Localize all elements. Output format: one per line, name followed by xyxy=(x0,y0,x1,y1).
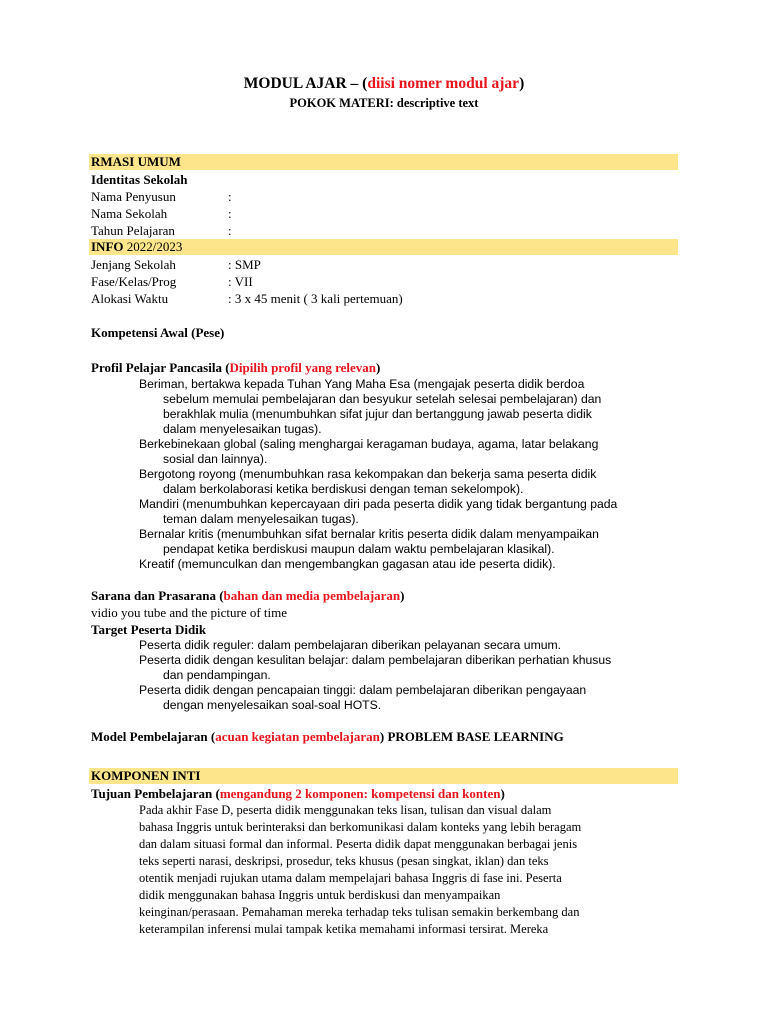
field-value-alokasi: : 3 x 45 menit ( 3 kali pertemuan) xyxy=(228,291,403,306)
field-value-tahun: : xyxy=(228,223,232,238)
profil-item-berkebinekaan: Berkebinekaan global (saling menghargai keragaman budaya, agama, latar belakang sosial dan lainnya). xyxy=(139,437,599,466)
section-label-info: INFO 2022/2023 xyxy=(91,239,183,254)
section-label-komponen-inti: KOMPONEN INTI xyxy=(91,768,201,783)
field-value-sekolah: : xyxy=(228,206,232,221)
section-label-informasi-umum: RMASI UMUM xyxy=(91,154,181,169)
field-label-penyusun: Nama Penyusun xyxy=(91,189,176,204)
sarana-text: vidio you tube and the picture of time xyxy=(91,605,288,620)
field-label-sekolah: Nama Sekolah xyxy=(91,206,168,221)
model-pembelajaran: Model Pembelajaran (acuan kegiatan pembelajaran) PROBLEM BASE LEARNING xyxy=(91,729,564,744)
profil-item-gotong-royong: Bergotong royong (menumbuhkan rasa kekompakan dan bekerja sama peserta didik dalam berkolaborasi ketika berdiskusi dengan teman sekelompok). xyxy=(139,467,597,496)
target-item-reguler: Peserta didik reguler: dalam pembelajaran diberikan pelayanan secara umum. xyxy=(139,638,562,652)
tujuan-paragraph: Pada akhir Fase D, peserta didik menggunakan teks lisan, tulisan dan visual dalam bahasa Inggris untuk berinteraksi dan berkomunikasi dalam konteks yang lebih beragam dan dalam situasi formal dan informal. Peserta didik dapat menggunakan berbagai jenis teks seperti narasi, deskripsi, prosedur, teks khusus (pesan singkat, iklan) dan teks otentik menjadi rujukan utama dalam mempelajari bahasa Inggris di fase ini. Peserta didik menggunakan bahasa Inggris untuk berdiskusi dan menyampaikan keinginan/perasaan. Pemahaman mereka terhadap teks tulisan semakin berkembang dan keterampilan inferensi mulai tampak ketika memahami informasi tersirat. Mereka xyxy=(139,803,582,936)
module-title: MODUL AJAR – (diisi nomer modul ajar) xyxy=(243,75,525,92)
identitas-heading: Identitas Sekolah xyxy=(91,172,188,187)
kompetensi-awal-heading: Kompetensi Awal (Pese) xyxy=(91,325,225,340)
profil-item-kreatif: Kreatif (memunculkan dan mengembangkan gagasan atau ide peserta didik). xyxy=(139,557,556,571)
profil-item-bernalar-kritis: Bernalar kritis (menumbuhkan sifat bernalar kritis peserta didik dalam menyampaikan pendapat ketika berdiskusi maupun dalam waktu pembelajaran klasikal). xyxy=(139,527,599,556)
target-item-kesulitan: Peserta didik dengan kesulitan belajar: dalam pembelajaran diberikan perhatian khusus dan pendampingan. xyxy=(139,653,612,682)
profil-item-mandiri: Mandiri (menumbuhkan kepercayaan diri pada peserta didik yang tidak bergantung pada teman dalam menyelesaikan tugas). xyxy=(139,497,618,526)
profil-item-beriman: Beriman, bertakwa kepada Tuhan Yang Maha Esa (mengajak peserta didik berdoa sebelum memulai pembelajaran dan besyukur setelah selesai pembelajaran) dan berakhlak mulia (menumbuhkan sifat jujur dan bertanggung jawab peserta didik dalam menyelesaikan tugas). xyxy=(139,377,602,436)
title-placeholder: diisi nomer modul ajar xyxy=(367,75,520,92)
field-label-fase: Fase/Kelas/Prog xyxy=(91,274,177,289)
field-value-jenjang: : SMP xyxy=(228,257,261,272)
field-label-jenjang: Jenjang Sekolah xyxy=(91,257,176,272)
field-label-tahun: Tahun Pelajaran xyxy=(91,223,175,238)
sarana-heading: Sarana dan Prasarana (bahan dan media pembelajaran) xyxy=(91,588,405,603)
target-item-pencapaian-tinggi: Peserta didik dengan pencapaian tinggi: dalam pembelajaran diberikan pengayaan dengan menyelesaikan soal-soal HOTS. xyxy=(139,683,587,712)
field-value-fase: : VII xyxy=(228,274,253,289)
profil-heading: Profil Pelajar Pancasila (Dipilih profil yang relevan) xyxy=(91,360,381,375)
tujuan-heading: Tujuan Pembelajaran (mengandung 2 komponen: kompetensi dan konten) xyxy=(91,786,505,801)
module-subtitle: POKOK MATERI: descriptive text xyxy=(289,96,479,110)
target-heading: Target Peserta Didik xyxy=(91,622,207,637)
field-label-alokasi: Alokasi Waktu xyxy=(91,291,169,306)
field-value-penyusun: : xyxy=(228,189,232,204)
